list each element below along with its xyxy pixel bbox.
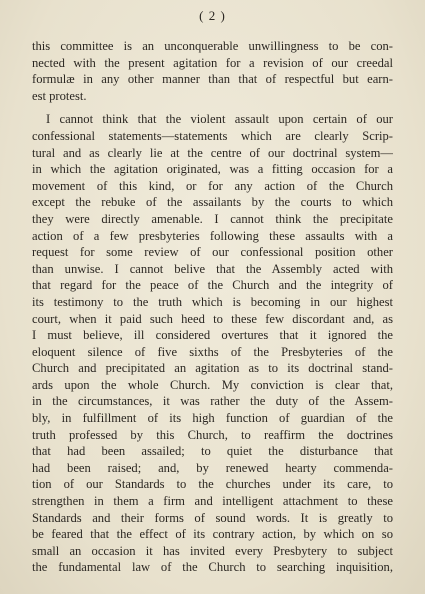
text-line: except the rebuke of the assailants by the courts to which bbox=[32, 195, 393, 210]
text-line: I must believe, ill considered overtures that it ignored the bbox=[32, 328, 393, 343]
paragraph-1 bbox=[32, 38, 393, 104]
text-line: eloquent silence of five sixths of the Presbyteries of the bbox=[32, 344, 393, 359]
text-line: this committee is an unconquerable unwillingness to be con- bbox=[32, 39, 393, 53]
text-line: court, when it paid such heed to these few discordant and, as bbox=[32, 311, 393, 326]
text-line: in the circumstances, it was rather the duty of the Assem- bbox=[32, 394, 393, 409]
text-line: than unwise. I cannot belive that the Assembly acted with bbox=[32, 261, 393, 276]
text-line: Church and precipitated an agitation as to its doctrinal stand- bbox=[32, 361, 393, 376]
text-line: tion of our Standards to the churches under its care, to bbox=[32, 477, 393, 492]
text-line: tural and as clearly lie at the centre of our doctrinal system— bbox=[32, 145, 393, 160]
text-line: in which the agitation originated, was a fitting occasion for a bbox=[32, 162, 393, 177]
text-line: movement of this kind, or for any action of the Church bbox=[32, 178, 393, 193]
text-line: nected with the present agitation for a revision of our creedal bbox=[32, 55, 393, 70]
text-line: request for some review of our confessional position other bbox=[32, 245, 393, 260]
paragraph-gap bbox=[32, 104, 393, 111]
text-line: small an occasion it has invited every Presbytery to subject bbox=[32, 543, 393, 558]
paragraph-2 bbox=[32, 111, 393, 576]
text-line: that had been assailed; to quiet the disturbance that bbox=[32, 444, 393, 459]
text-line: its testimony to the truth which is becoming in our highest bbox=[32, 294, 393, 309]
text-line: action of a few presbyteries following these assaults with a bbox=[32, 228, 393, 243]
text-line: ards upon the whole Church. My conviction is clear that, bbox=[32, 377, 393, 392]
text-line: bly, in fulfillment of its high function of guardian of the bbox=[32, 411, 393, 426]
page-number: ( 2 ) bbox=[199, 8, 226, 23]
text-line: the fundamental law of the Church to searching inquisition, bbox=[32, 560, 393, 575]
text-line: Standards and their forms of sound words. It is greatly to bbox=[32, 510, 393, 525]
text-line: that regard for the peace of the Church and the integrity of bbox=[32, 278, 393, 293]
text-line: est protest. bbox=[32, 88, 87, 103]
text-line: truth professed by this Church, to reaffirm the doctrines bbox=[32, 427, 393, 442]
text-line: I cannot think that the violent assault upon certain of our bbox=[46, 112, 393, 127]
text-line: strengthen in them a firm and intelligent attachment to these bbox=[32, 494, 393, 509]
text-line: be feared that the effect of its contrary action, by which on so bbox=[32, 527, 393, 542]
text-line: they were directly amenable. I cannot think the precipitate bbox=[32, 211, 393, 226]
text-line: had been raised; and, by renewed hearty commenda- bbox=[32, 460, 393, 475]
text-line: confessional statements—statements which are clearly Scrip- bbox=[32, 128, 393, 143]
text-line: formulæ in any other manner than that of respectful but earn- bbox=[32, 72, 393, 87]
